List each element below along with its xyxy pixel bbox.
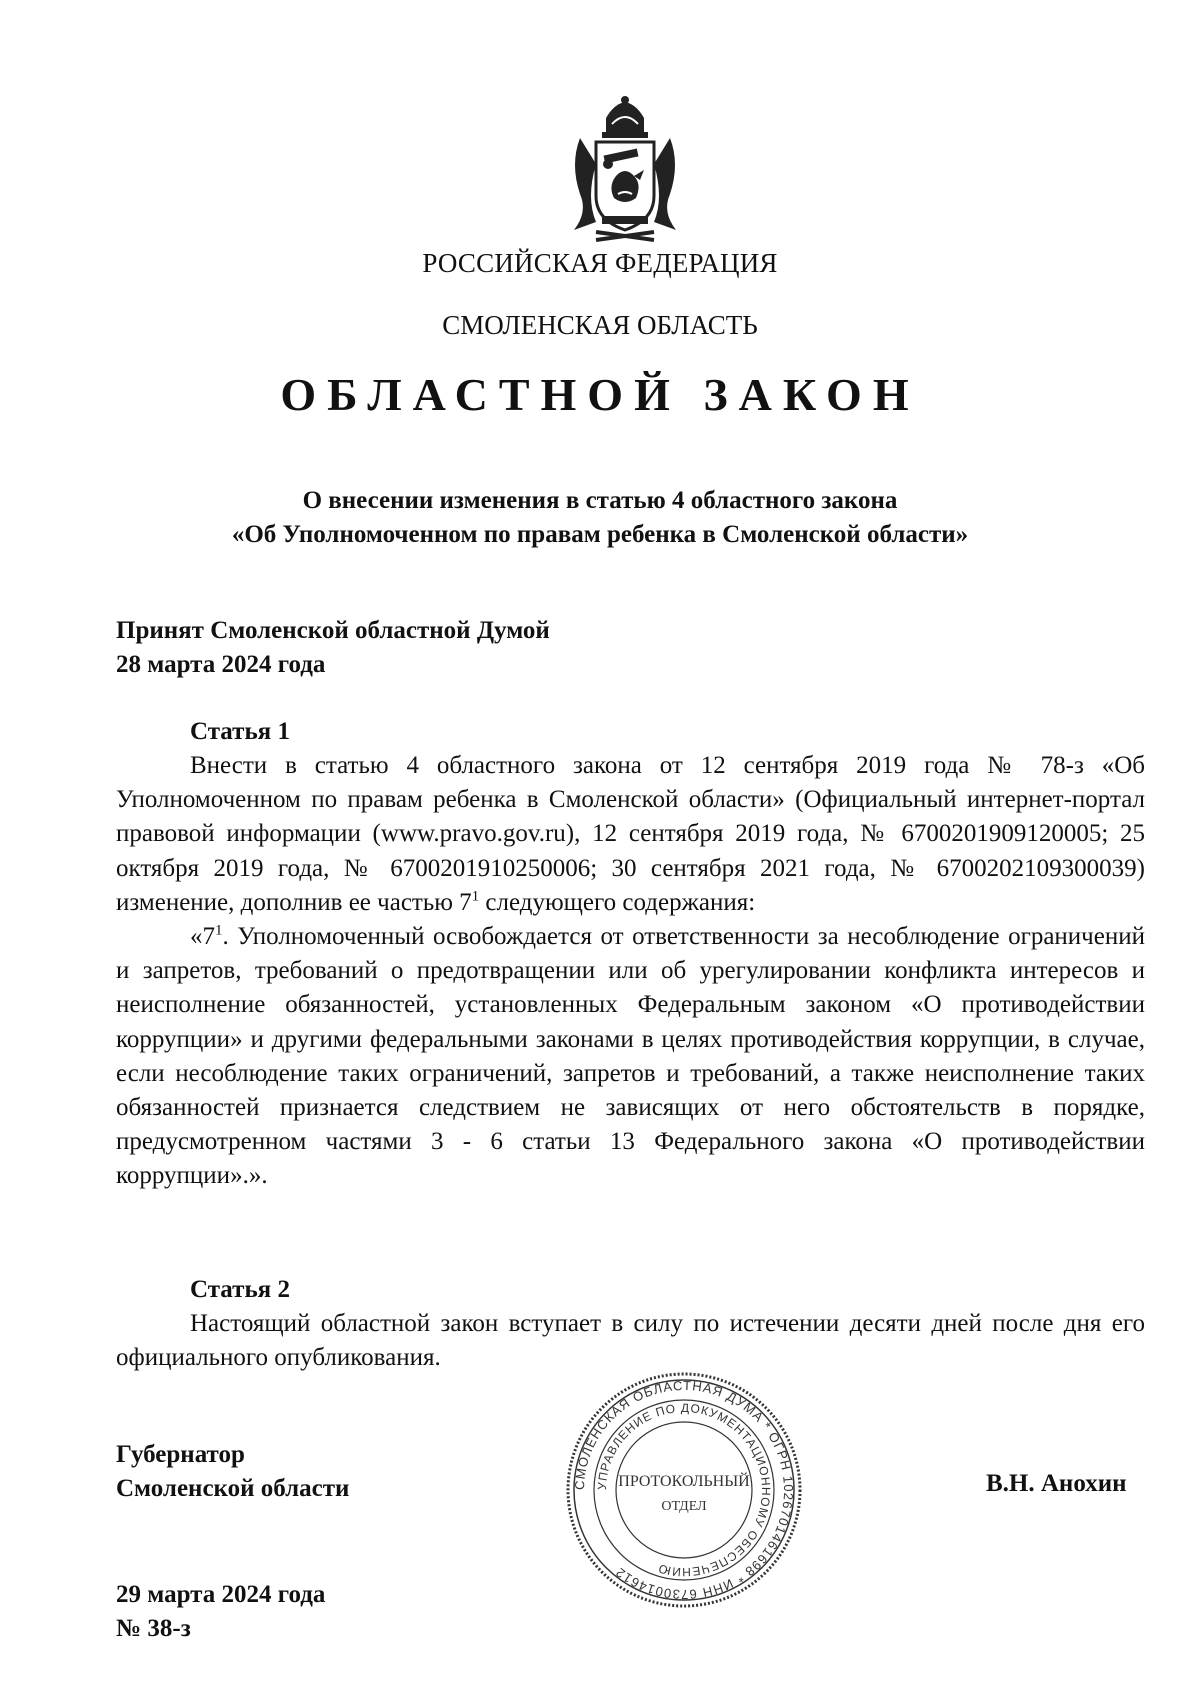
svg-text:УПРАВЛЕНИЕ ПО ДОКУМЕНТАЦИОННОМ (595, 1401, 773, 1579)
position-region: Смоленской области (116, 1475, 350, 1502)
subject-line-2: «Об Уполномоченном по правам ребенка в Смоленской области» (231, 521, 969, 548)
article-1-body (116, 749, 1145, 1194)
position-title: Губернатор (116, 1441, 245, 1468)
country-heading: РОССИЙСКАЯ ФЕДЕРАЦИЯ (422, 248, 778, 278)
official-stamp-seal (564, 1370, 804, 1610)
law-subject (0, 484, 1200, 552)
subject-line-1: О внесении изменения в статью 4 областного закона (302, 487, 898, 514)
article-1-paragraph-2: «$7^1$. Уполномоченный освобождается от ответственности за несоблюдение ограничений и запретов, требований о предотвращении или об урегулировании конфликта интересов и неисполнение обязанностей, установленных Федеральным законом «О противодействии коррупции» и другими федеральными законами в целях противодействия коррупции, в случае, если несоблюдение таких ограничений, запретов и требований, а также неисполнение таких обязанностей признается следствием не зависящих от него обстоятельств в порядке, предусмотренном частями 3 - 6 статьи 13 Федерального закона «О противодействии коррупции».». (116, 922, 1145, 1190)
seal-inner-ring-text: УПРАВЛЕНИЕ ПО ДОКУМЕНТАЦИОННОМУ ОБЕСПЕЧЕНИЮ (594, 1400, 774, 1580)
law-date: 29 марта 2024 года (116, 1581, 326, 1608)
article-1-heading: Статья 1 (190, 718, 290, 745)
article-2-body (116, 1307, 1145, 1375)
law-number: № 38-з (116, 1615, 191, 1642)
superscript: 1 (215, 922, 223, 939)
law-date-and-number (116, 1578, 325, 1646)
seal-outer-ring-text: СМОЛЕНСКАЯ ОБЛАСТНАЯ ДУМА * ОГРН 1026701461698 * ИНН 6730014612 (571, 1377, 797, 1603)
adopted-by: Принят Смоленской областной Думой (116, 617, 550, 644)
document-type-title: ОБЛАСТНОЙ ЗАКОН (280, 369, 920, 420)
article-2-heading: Статья 2 (190, 1276, 290, 1303)
adoption-date: 28 марта 2024 года (116, 651, 326, 678)
signatory-name: В.Н. Анохин (986, 1470, 1127, 1497)
article-1-paragraph-1: Внести в статью 4 областного закона от 12 сентября 2019 года № 78-з «Об Уполномоченном по правам ребенка в Смоленской области» (Официальный интернет-портал правовой информации (www.pravo.gov.ru), 12 сентября 2019 года, № 6700201909120005; 25 октября 2019 года, № 6700201910250006; 30 сентября 2021 года, № 6700202109300039) изменение, дополнив ее частью $7^1$ следующего содержания: (116, 752, 1145, 916)
superscript: 1 (471, 888, 480, 905)
region-heading: СМОЛЕНСКАЯ ОБЛАСТЬ (442, 310, 758, 340)
adoption-note (116, 614, 550, 682)
seal-center-line-2: ОТДЕЛ (661, 1499, 707, 1514)
seal-center-line-1: ПРОТОКОЛЬНЫЙ (618, 1473, 750, 1490)
coat-of-arms-emblem (566, 94, 684, 244)
article-2-paragraph: Настоящий областной закон вступает в силу по истечении десяти дней после дня его официального опубликования. (116, 1310, 1145, 1372)
signatory-position (116, 1438, 349, 1506)
